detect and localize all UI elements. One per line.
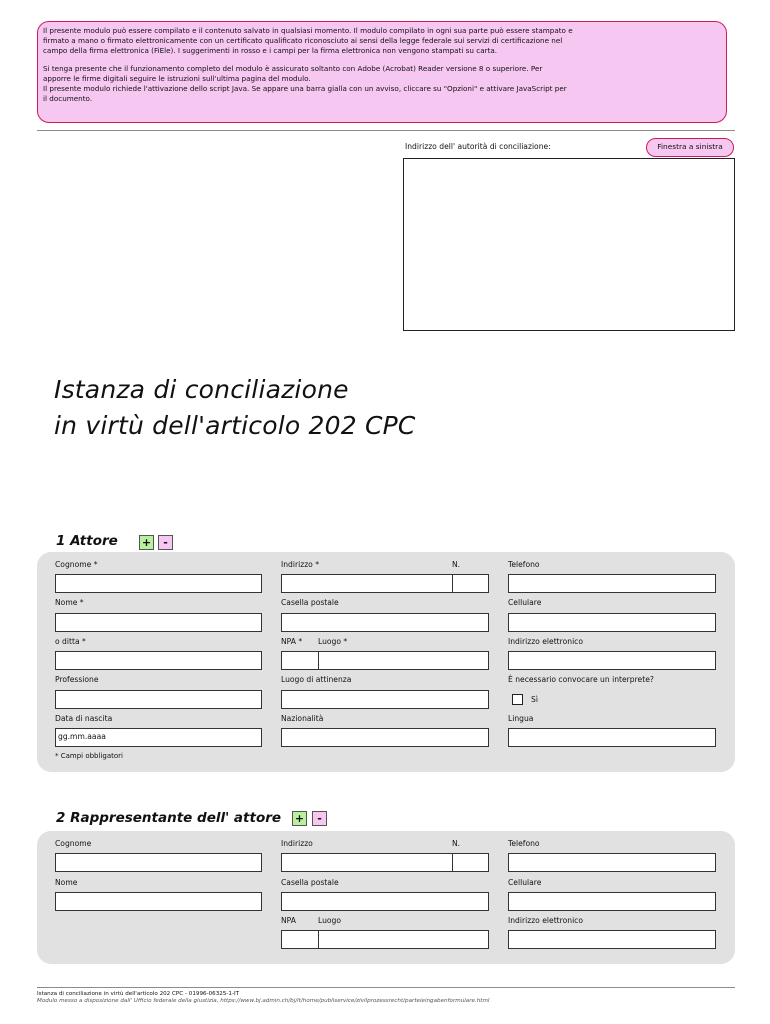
rep-input-numero[interactable]	[452, 853, 489, 872]
notice-paragraph-2: Si tenga presente che il funzionamento completo del modulo è assicurato soltanto con Adobe (Acrobat) Reader versione 8 o superiore. Per apporre le firme digitali seguire le istruzioni sull'ultima pagina del modulo. Il presente modulo richiede l'attivazione dello script Java. Se appare una barra gialla con un avviso, cliccare su "Opzioni" e attivare JavaScript per il documento.	[43, 64, 567, 103]
required-fields-note: * Campi obbligatori	[55, 752, 123, 760]
input-npa[interactable]	[281, 651, 319, 670]
label-npa: NPA *	[281, 637, 303, 646]
rep-input-email[interactable]	[508, 930, 716, 949]
rep-label-casella-postale: Casella postale	[281, 878, 339, 887]
section-1-remove-button[interactable]: -	[158, 535, 173, 550]
label-ditta: o ditta *	[55, 637, 86, 646]
label-cognome: Cognome *	[55, 560, 98, 569]
label-indirizzo: Indirizzo *	[281, 560, 320, 569]
rep-label-cognome: Cognome	[55, 839, 92, 848]
input-email[interactable]	[508, 651, 716, 670]
section-1-title: 1 Attore	[56, 533, 118, 549]
input-cognome[interactable]	[55, 574, 262, 593]
rep-label-numero: N.	[452, 839, 461, 848]
label-attinenza: Luogo di attinenza	[281, 675, 352, 684]
label-numero: N.	[452, 560, 461, 569]
javascript-notice	[37, 21, 727, 123]
rep-label-email: Indirizzo elettronico	[508, 916, 583, 925]
footer-source: Modulo messo a disposizione dall' Ufficio federale della giustizia, https://www.bj.admin.ch/bj/it/home/publiservice/zivilprozessrecht/parteieingabenformulare.html	[37, 998, 490, 1004]
label-lingua: Lingua	[508, 714, 534, 723]
input-nome[interactable]	[55, 613, 262, 632]
authority-address-field[interactable]	[403, 158, 735, 331]
label-cellulare: Cellulare	[508, 598, 542, 607]
label-nazionalita: Nazionalità	[281, 714, 324, 723]
window-left-button[interactable]: Finestra a sinistra	[646, 138, 734, 157]
input-luogo[interactable]	[318, 651, 489, 670]
rep-input-casella-postale[interactable]	[281, 892, 489, 911]
label-nome: Nome *	[55, 598, 84, 607]
label-luogo: Luogo *	[318, 637, 348, 646]
notice-paragraph-1: Il presente modulo può essere compilato e il contenuto salvato in qualsiasi momento. Il modulo compilato in ogni sua parte può essere stampato e firmato a mano o firmato elettronicamente con un certificato qualificato riconosciuto ai sensi della legge federale sui servizi di certificazione nel campo della firma elettronica (FiEle). I suggerimenti in rosso e i campi per la firma elettronica non vengono stampati su carta.	[43, 26, 573, 55]
input-telefono[interactable]	[508, 574, 716, 593]
rep-label-luogo: Luogo	[318, 916, 342, 925]
rep-label-telefono: Telefono	[508, 839, 540, 848]
footer-divider	[37, 987, 735, 988]
page-title-line-2: in virtù dell'articolo 202 CPC	[54, 411, 416, 440]
input-casella-postale[interactable]	[281, 613, 489, 632]
rep-input-cellulare[interactable]	[508, 892, 716, 911]
rep-input-cognome[interactable]	[55, 853, 262, 872]
rep-input-luogo[interactable]	[318, 930, 489, 949]
label-data-nascita: Data di nascita	[55, 714, 113, 723]
rep-input-indirizzo[interactable]	[281, 853, 453, 872]
rep-input-nome[interactable]	[55, 892, 262, 911]
section-1-add-button[interactable]: +	[139, 535, 154, 550]
rep-label-indirizzo: Indirizzo	[281, 839, 313, 848]
input-ditta[interactable]	[55, 651, 262, 670]
input-data-nascita[interactable]: gg.mm.aaaa	[55, 728, 262, 747]
input-lingua[interactable]	[508, 728, 716, 747]
page-title-line-1: Istanza di conciliazione	[54, 375, 349, 404]
rep-label-cellulare: Cellulare	[508, 878, 542, 887]
rep-input-npa[interactable]	[281, 930, 319, 949]
label-professione: Professione	[55, 675, 99, 684]
top-divider	[37, 130, 735, 131]
section-2-title: 2 Rappresentante dell' attore	[56, 810, 282, 826]
label-casella-postale: Casella postale	[281, 598, 339, 607]
label-email: Indirizzo elettronico	[508, 637, 583, 646]
rep-input-telefono[interactable]	[508, 853, 716, 872]
section-2-add-button[interactable]: +	[292, 811, 307, 826]
input-professione[interactable]	[55, 690, 262, 709]
input-attinenza[interactable]	[281, 690, 489, 709]
input-cellulare[interactable]	[508, 613, 716, 632]
rep-label-nome: Nome	[55, 878, 78, 887]
footer-form-id: Istanza di conciliazione in virtù dell'articolo 202 CPC - 01996-06325-1-IT	[37, 991, 240, 997]
section-2-remove-button[interactable]: -	[312, 811, 327, 826]
checkbox-interprete-si[interactable]	[512, 694, 523, 705]
input-nazionalita[interactable]	[281, 728, 489, 747]
label-interprete: È necessario convocare un interprete?	[508, 675, 654, 684]
authority-address-label: Indirizzo dell' autorità di conciliazione:	[405, 142, 551, 151]
input-indirizzo[interactable]	[281, 574, 453, 593]
rep-label-npa: NPA	[281, 916, 296, 925]
label-si: Sì	[531, 695, 538, 704]
input-numero[interactable]	[452, 574, 489, 593]
label-telefono: Telefono	[508, 560, 540, 569]
